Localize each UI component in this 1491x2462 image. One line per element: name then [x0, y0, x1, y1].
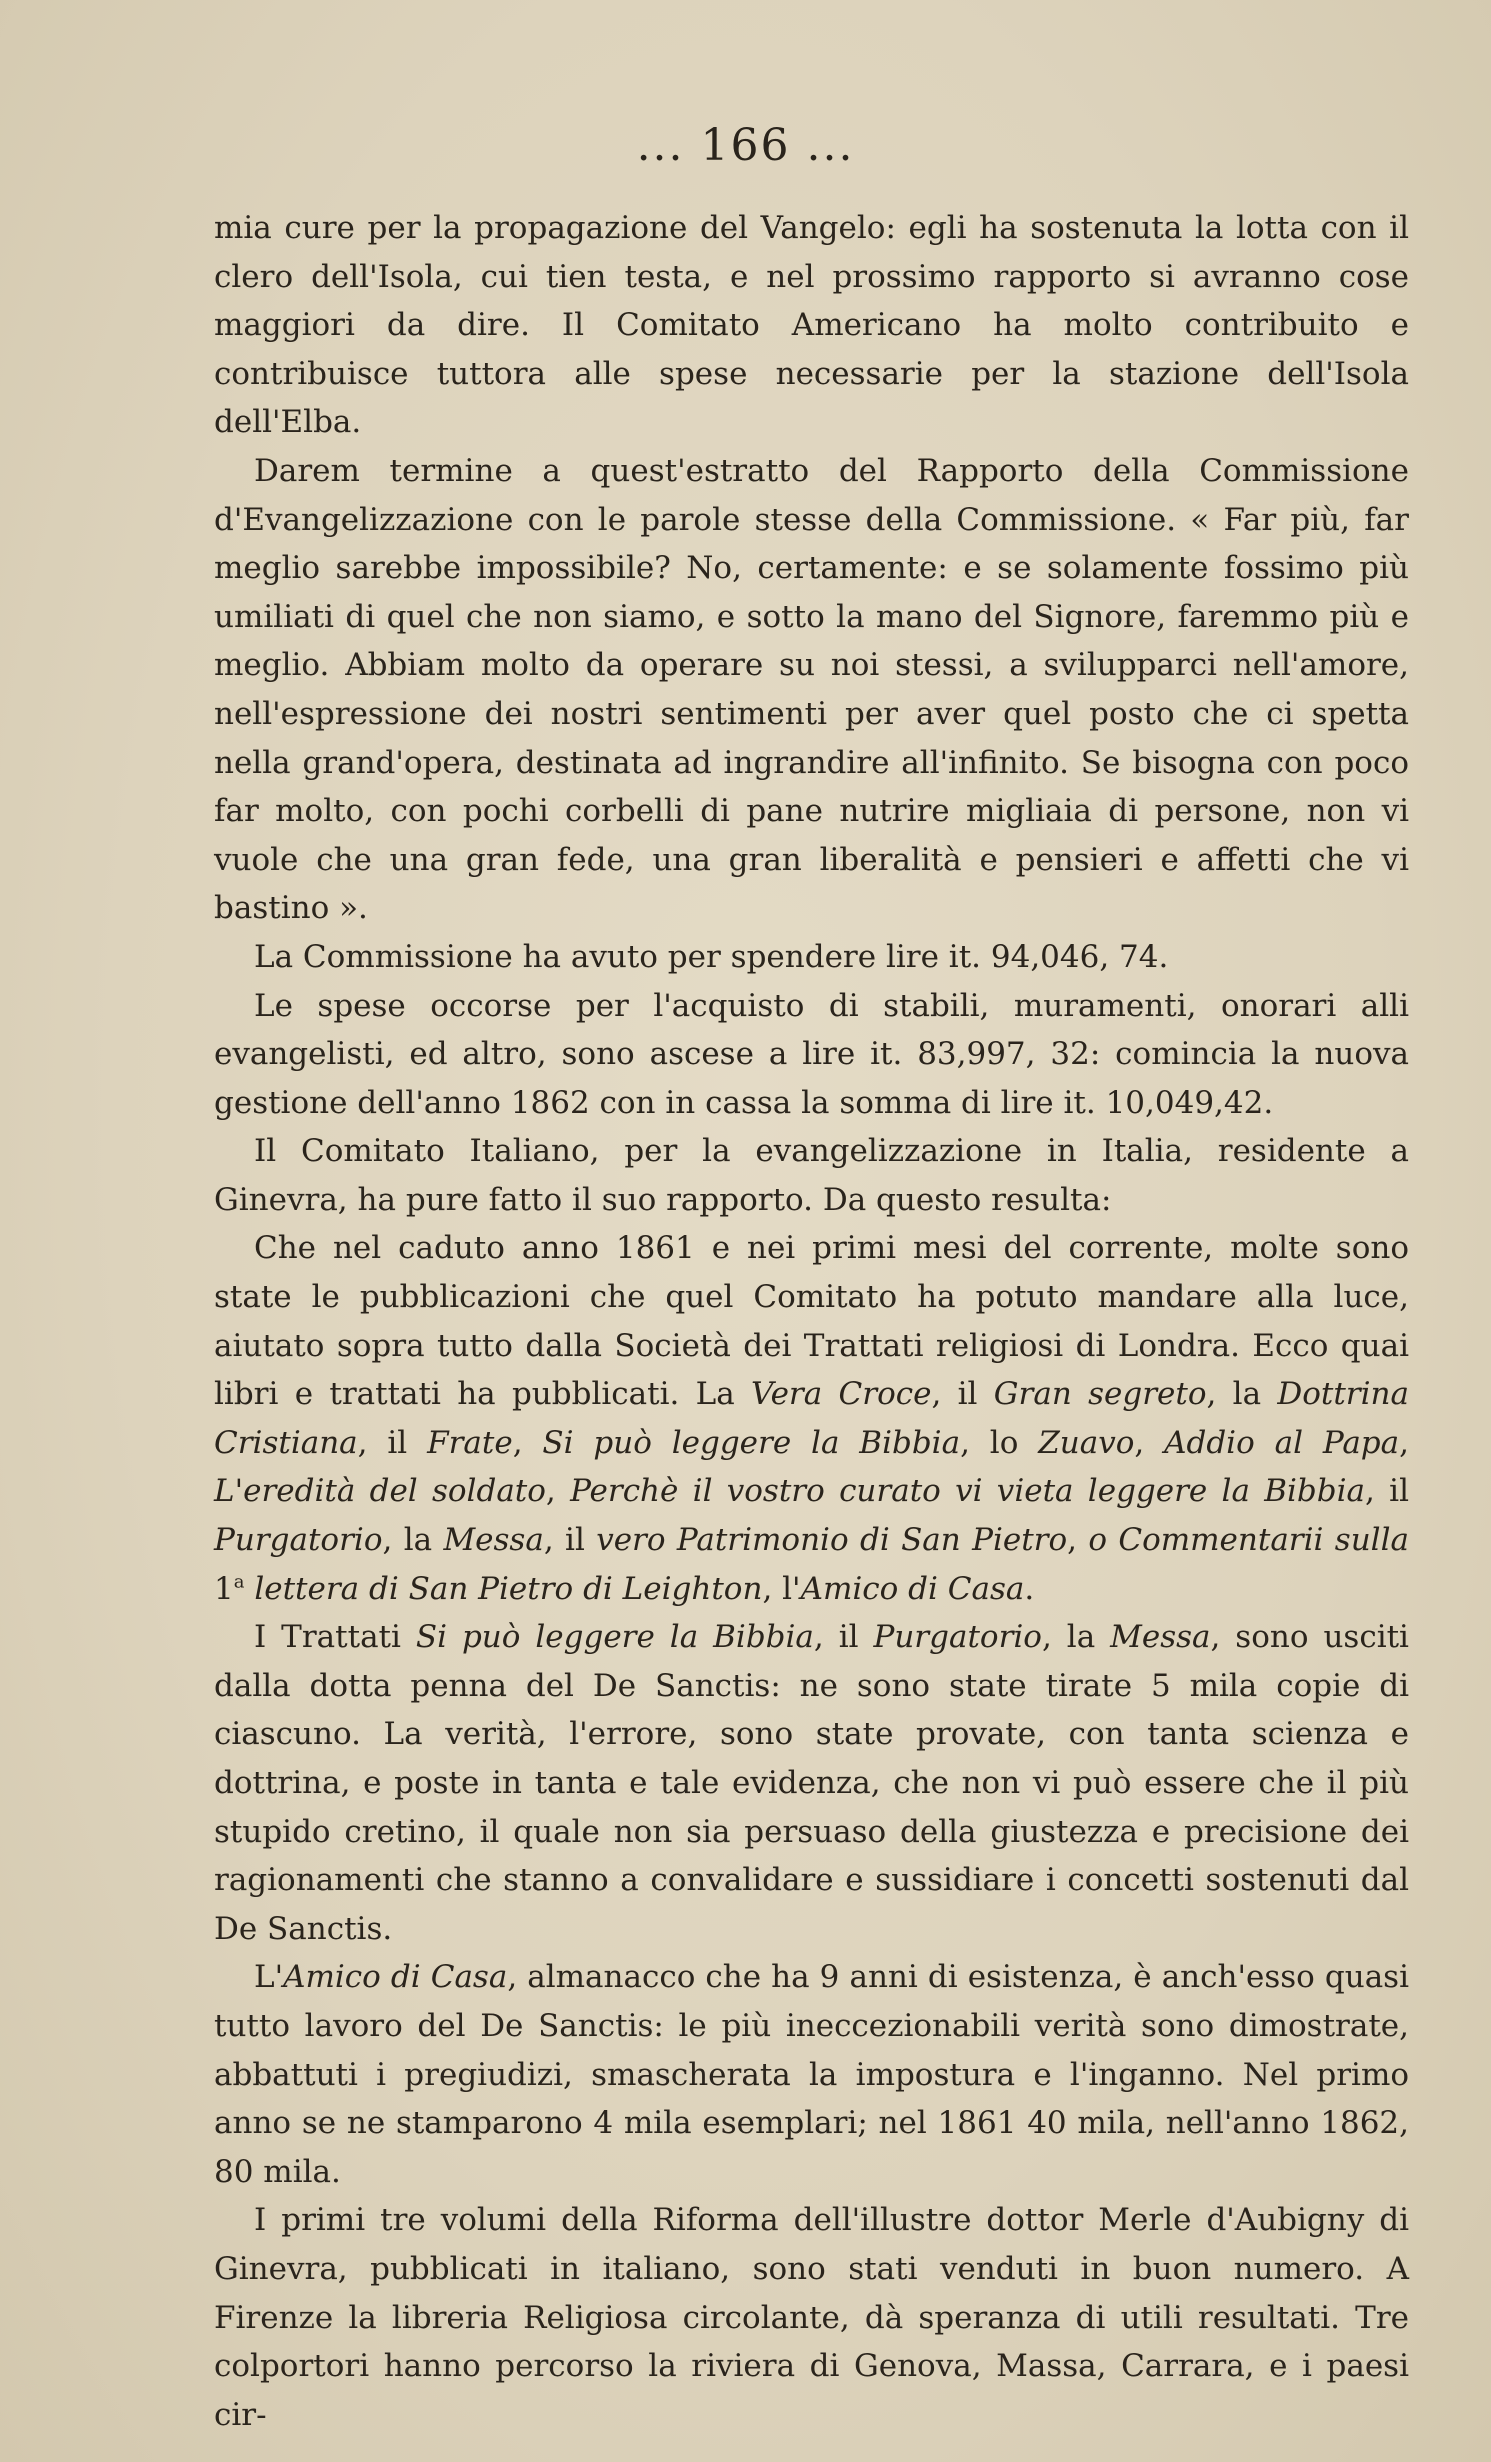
text-run: a	[233, 1571, 245, 1593]
italic-title: L'eredità del soldato	[214, 1473, 546, 1510]
italic-title: lettera di San Pietro di Leighton	[254, 1570, 763, 1607]
italic-title: Amico di Casa	[283, 1959, 508, 1996]
text-run: ,	[1134, 1424, 1165, 1461]
paragraph	[214, 204, 1409, 447]
page-number: ... 166 ...	[636, 120, 855, 171]
italic-title: Vera Croce	[751, 1376, 932, 1413]
paragraph	[214, 933, 1409, 982]
paragraph	[214, 1224, 1409, 1613]
paragraph	[214, 447, 1409, 933]
italic-title: Messa	[1110, 1619, 1211, 1656]
text-run: I Trattati	[254, 1619, 416, 1656]
italic-title: Purgatorio	[873, 1619, 1042, 1656]
italic-title: Zuavo	[1038, 1424, 1135, 1461]
italic-title: Messa	[443, 1522, 544, 1559]
paragraph	[214, 1127, 1409, 1224]
text-run: , lo	[960, 1424, 1039, 1461]
italic-title: Gran segreto	[993, 1376, 1207, 1413]
body-text	[214, 204, 1409, 2439]
italic-title: vero Patrimonio di San Pietro	[596, 1522, 1068, 1559]
text-run: ,	[1399, 1424, 1409, 1461]
italic-title: Frate	[427, 1424, 513, 1461]
paragraph	[214, 1613, 1409, 1953]
text-run: , il	[931, 1376, 994, 1413]
text-run: , l'	[762, 1570, 801, 1607]
italic-title: Purgatorio	[214, 1522, 383, 1559]
italic-title: o Commentarii sulla	[1088, 1522, 1409, 1559]
italic-title: Addio al Papa	[1164, 1424, 1400, 1461]
italic-title: Si può leggere la Bibbia	[542, 1424, 961, 1461]
text-run	[244, 1571, 254, 1607]
text-run: , almanacco che ha 9 anni di esistenza, è anch'esso quasi tutto lavoro del De Sanctis: le più ineccezionabili verità sono dimostrate, abbattuti i pregiudizi, smascherata la impostura e l'inganno. Nel primo anno se ne stamparono 4 mila esemplari; nel 1861 40 mila, nell'anno 1862, 80 mila.	[214, 1959, 1410, 2190]
text-run: , la	[1041, 1619, 1111, 1656]
italic-title: Perchè il vostro curato vi vieta leggere la Bibbia	[570, 1473, 1366, 1510]
text-run: La Commissione ha avuto per spendere lire it. 94,046, 74.	[254, 938, 1169, 975]
text-run: , sono usciti dalla dotta penna del De Sanctis: ne sono state tirate 5 mila copie di ciascuno. La verità, l'errore, sono state provate, con tanta scienza e dottrina, e poste in tanta e tale evidenza, che non vi può essere che il più stupido cretino, il quale non sia persuaso della giustezza e precisione dei ragionamenti che stanno a convalidare e sussidiare i concetti sostenuti dal De Sanctis.	[214, 1619, 1409, 1947]
text-run: ,	[1067, 1522, 1089, 1559]
paragraph	[214, 1953, 1409, 2196]
text-run: , il	[1365, 1473, 1409, 1510]
text-run: Darem termine a quest'estratto del Rapporto della Commissione d'Evangelizzazione con le parole stesse della Commissione. « Far più, far meglio sarebbe impossibile? No, certamente: e se solamente fossimo più umiliati di quel che non siamo, e sotto la mano del Signore, faremmo più e meglio. Abbiam molto da operare su noi stessi, a svilupparci nell'amore, nell'espressione dei nostri sentimenti per aver quel posto che ci spetta nella grand'opera, destinata ad ingrandire all'infinito. Se bisogna con poco far molto, con pochi corbelli di pane nutrire migliaia di persone, non vi vuole che una gran fede, una gran liberalità e pensieri e affetti che vi bastino ».	[214, 452, 1409, 927]
paragraph	[214, 2196, 1409, 2439]
text-run: Il Comitato Italiano, per la evangelizzazione in Italia, residente a Ginevra, ha pure fatto il suo rapporto. Da questo resulta:	[214, 1133, 1409, 1218]
text-run: , la	[382, 1522, 444, 1559]
text-run: , il	[813, 1619, 874, 1656]
text-run: I primi tre volumi della Riforma dell'illustre dottor Merle d'Aubigny di Ginevra, pubblicati in italiano, sono stati venduti in buon numero. A Firenze la libreria Religiosa circolante, dà speranza di utili resultati. Tre colportori hanno percorso la riviera di Genova, Massa, Carrara, e i paesi cir-	[214, 2202, 1409, 2433]
text-run: ,	[512, 1424, 543, 1461]
text-run: ,	[545, 1473, 571, 1510]
text-run: Le spese occorse per l'acquisto di stabili, muramenti, onorari alli evangelisti, ed altro, sono ascese a lire it. 83,997, 32: comincia la nuova gestione dell'anno 1862 con in cassa la somma di lire it. 10,049,42.	[214, 987, 1409, 1121]
text-run: .	[1024, 1570, 1035, 1607]
italic-title: Dottrina Cristiana	[214, 1376, 1409, 1461]
text-run: mia cure per la propagazione del Vangelo: egli ha sostenuta la lotta con il clero dell'Isola, cui tien testa, e nel prossimo rapporto si avranno cose maggiori da dire. Il Comitato Americano ha molto contribuito e contribuisce tuttora alle spese necessarie per la stazione dell'Isola dell'Elba.	[214, 210, 1409, 441]
paragraph	[214, 982, 1409, 1128]
text-run: 1	[214, 1570, 234, 1607]
italic-title: Si può leggere la Bibbia	[415, 1619, 814, 1656]
text-run: , il	[543, 1522, 597, 1559]
text-run: , la	[1206, 1376, 1278, 1413]
text-run: Che nel caduto anno 1861 e nei primi mesi del corrente, molte sono state le pubblicazioni che quel Comitato ha potuto mandare alla luce, aiutato sopra tutto dalla Società dei Trattati religiosi di Londra. Ecco quai libri e trattati ha pubblicati. La	[214, 1230, 1409, 1413]
text-run: , il	[357, 1424, 428, 1461]
italic-title: Amico di Casa	[800, 1570, 1025, 1607]
text-run: L'	[254, 1959, 284, 1996]
